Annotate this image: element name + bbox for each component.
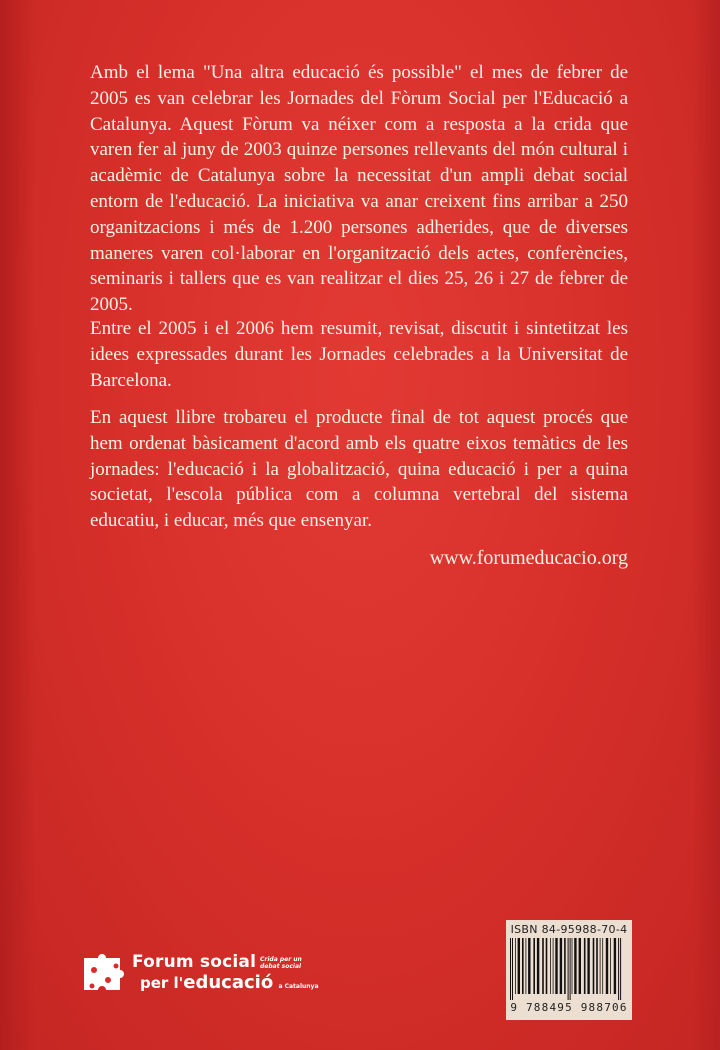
paragraph-summary: Entre el 2005 i el 2006 hem resumit, revisat, discutit i sintetitzat les idees expressades durant les Jornades celebrades a la Universitat de Barcelona. — [90, 318, 628, 391]
ean-number: 9 788495 988706 — [510, 1001, 628, 1014]
logo-subtitle-prefix: per l' — [140, 974, 184, 992]
forum-social-logo — [82, 944, 332, 1004]
logo-tagline: Crida per un debat social — [260, 956, 302, 970]
logo-region: a Catalunya — [278, 983, 319, 990]
barcode-bars — [509, 938, 629, 1000]
isbn-text: ISBN 84-95988-70-4 — [510, 923, 628, 936]
logo-subtitle-word: educació — [183, 972, 274, 993]
isbn-barcode — [506, 920, 632, 1020]
paragraph-intro: Amb el lema "Una altra educació és possible" el mes de febrer de 2005 es van celebrar les Jornades del Fòrum Social per l'Educació a Catalunya. Aquest Fòrum va néixer com a resposta a la crida que varen fer al juny de 2003 quinze persones rellevants del món cultural i acadèmic de Catalunya sobre la necessitat d'un ampli debat social entorn de l'educació. La iniciativa va anar creixent fins arribar a 250 organitzacions i més de 1.200 persones adherides, que de diverses maneres varen col·laborar en l'organització dels actes, conferències, seminaris i tallers que es van realitzar el dies 25, 26 i 27 de febrer de 2005. — [90, 62, 628, 316]
paragraph-book-content: En aquest llibre trobareu el producte final de tot aquest procés que hem ordenat bàsicament d'acord amb els quatre eixos temàtics de les jornades: l'educació i la globalització, quina educació i per a quina societat, l'escola pública com a columna vertebral del sistema educatiu, i educar, més que ensenyar. — [90, 407, 628, 532]
website-link[interactable]: www.forumeducacio.org — [429, 547, 628, 569]
logo-subtitle — [140, 972, 319, 993]
logo-title: Forum social — [132, 952, 257, 972]
puzzle-icon — [82, 952, 132, 996]
